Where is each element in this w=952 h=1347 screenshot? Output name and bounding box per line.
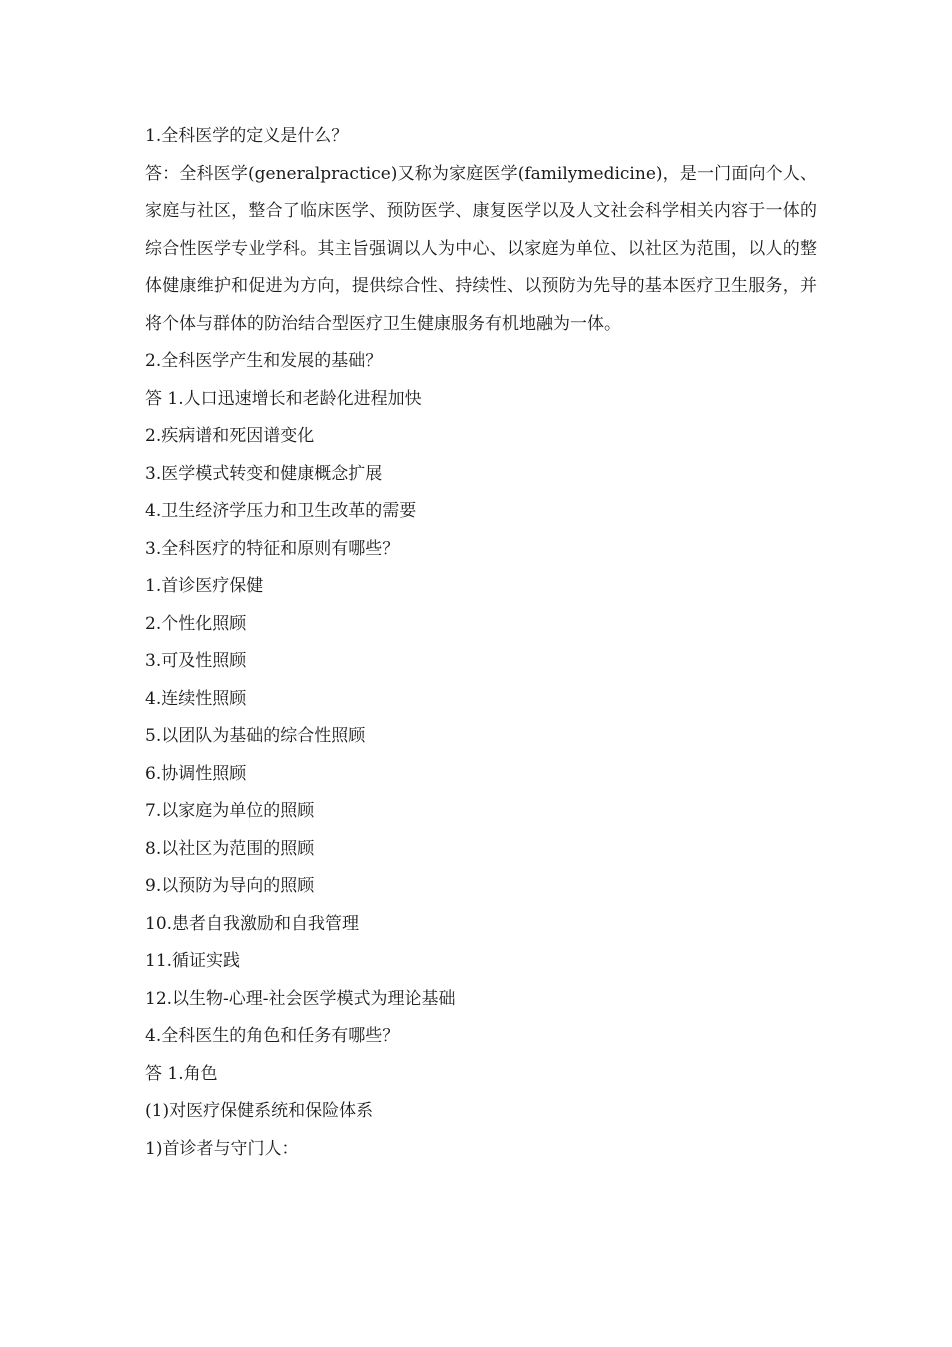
text-line: 11.循证实践 [145,951,241,971]
question-1-heading: 1.全科医学的定义是什么？ [145,126,349,146]
question-4-heading: 4.全科医生的角色和任务有哪些？ [145,1026,400,1046]
text-line: 3.可及性照顾 [145,651,247,671]
text-line: 7.以家庭为单位的照顾 [145,801,315,821]
text-line: 3.医学模式转变和健康概念扩展 [145,463,383,484]
text-line: 4.卫生经济学压力和卫生改革的需要 [145,501,417,521]
question-3-heading: 3.全科医疗的特征和原则有哪些？ [145,538,400,559]
text-line: (1)对医疗保健系统和保险体系 [145,1101,374,1121]
text-line: 答 1.人口迅速增长和老龄化进程加快 [145,388,422,409]
text-line: 8.以社区为范围的照顾 [145,838,315,859]
text-line: 5.以团队为基础的综合性照顾 [145,726,366,746]
text-line: 答 1.角色 [145,1063,218,1084]
answer-1-paragraph: 答：全科医学(generalpractice)又称为家庭医学(familymedicine)，是一门面向个人、家庭与社区，整合了临床医学、预防医学、康复医学以及人文社会科学相关内容于一体的综合性医学专业学科。其主旨强调以人为中心、以家庭为单位、以社区为范围，以人的整体健康维护和促进为方向，提供综合性、持续性、以预防为先导的基本医疗卫生服务，并将个体与群体的防治结合型医疗卫生健康服务有机地融为一体。 [145,163,817,334]
text-line: 12.以生物-心理-社会医学模式为理论基础 [145,988,456,1009]
text-line: 10.患者自我激励和自我管理 [145,913,360,934]
text-line: 6.协调性照顾 [145,763,247,784]
document-page [145,118,817,1168]
text-line: 2.个性化照顾 [145,613,247,634]
text-line: 9.以预防为导向的照顾 [145,876,315,896]
text-line: 2.疾病谱和死因谱变化 [145,426,315,446]
text-line: 1)首诊者与守门人： [145,1138,299,1159]
text-line: 1.首诊医疗保健 [145,576,264,596]
text-line: 4.连续性照顾 [145,688,247,709]
question-2-heading: 2.全科医学产生和发展的基础？ [145,351,383,371]
